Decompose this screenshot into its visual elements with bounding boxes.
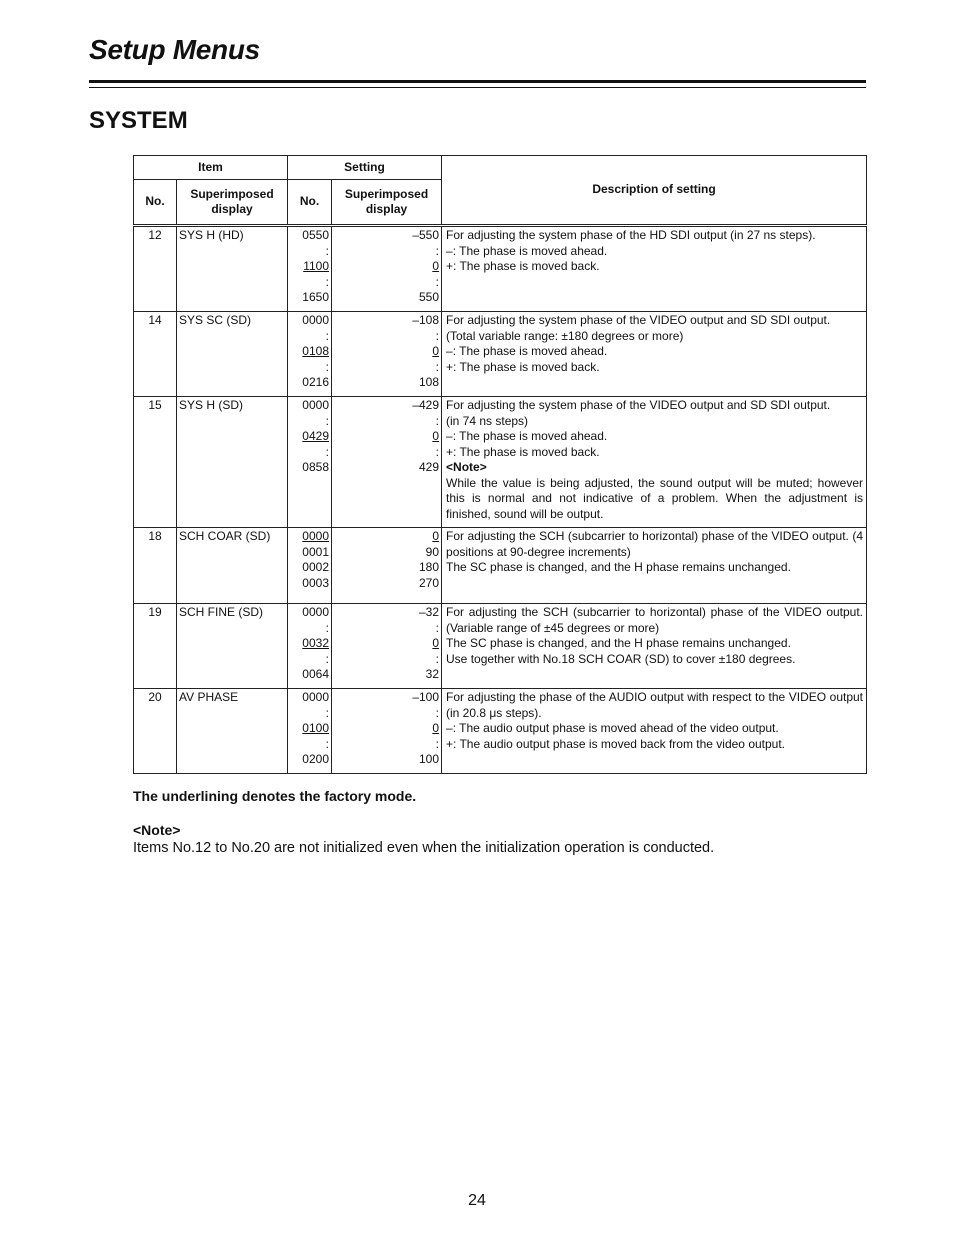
setting-value: 180 [418,560,440,574]
setting-value: : [435,413,440,428]
header-rule-thick [89,80,866,83]
description-line: (Total variable range: ±180 degrees or more) [446,328,684,343]
setting-value: : [325,620,329,635]
setting-value: 0032 [302,636,329,650]
setting-value: : [435,444,440,459]
setting-value: : [325,651,329,666]
item-no: 12 [134,226,177,312]
setting-value: : [435,620,440,635]
setting-value: 0000 [302,398,329,412]
setting-no [288,397,332,528]
description-line: The SC phase is changed, and the H phase remains unchanged. [446,636,791,650]
setting-value: : [435,705,440,720]
setting-value: : [325,359,329,374]
setting-value: 0 [432,721,440,735]
setting-value: 90 [425,544,440,559]
setting-display [332,226,442,312]
table-row [134,397,867,528]
setting-value: : [325,413,329,428]
setting-value: : [325,243,329,258]
setting-value: –32 [418,605,440,619]
item-display: SYS H (SD) [177,397,288,528]
description-line: For adjusting the system phase of the HD SDI output (in 27 ns steps). [446,228,816,242]
setting-value: 0000 [302,529,329,543]
table-row [134,528,867,604]
setting-value: : [435,736,440,751]
setting-display [332,604,442,689]
setting-no [288,312,332,397]
item-no: 18 [134,528,177,604]
setting-value: : [435,243,440,258]
item-display: SYS SC (SD) [177,312,288,397]
header-setting-superimposed: Superimposed display [332,180,442,226]
description-line: Use together with No.18 SCH COAR (SD) to cover ±180 degrees. [446,651,796,666]
table-row [134,604,867,689]
header-setting-no: No. [288,180,332,226]
table-row [134,312,867,397]
table-row [134,226,867,312]
setting-value: : [435,359,440,374]
setting-value: 0 [432,429,440,443]
setting-value: 32 [425,667,440,681]
setting-value: : [325,444,329,459]
setting-value: 0858 [302,460,329,474]
item-no: 19 [134,604,177,689]
setting-description [442,604,867,689]
setting-description [442,528,867,604]
setting-no [288,604,332,689]
description-line: –: The phase is moved ahead. [446,243,608,258]
description-line: For adjusting the system phase of the VIDEO output and SD SDI output. [446,398,831,412]
setting-value: : [325,705,329,720]
description-line: For adjusting the SCH (subcarrier to horizontal) phase of the VIDEO output. (Variable range of ±45 degrees or more) [446,605,864,635]
setting-value: 1650 [302,290,329,304]
system-settings-table [133,155,867,774]
description-line: +: The phase is moved back. [446,259,600,273]
setting-description [442,689,867,774]
setting-value: : [325,328,329,343]
setting-value: 0000 [302,605,329,619]
description-line: –: The audio output phase is moved ahead of the video output. [446,721,779,735]
setting-display [332,312,442,397]
item-no: 15 [134,397,177,528]
setting-display [332,528,442,604]
description-line: (in 74 ns steps) [446,413,529,428]
setting-value: 100 [418,752,440,766]
setting-value: –100 [412,690,440,704]
header-item-superimposed: Superimposed display [177,180,288,226]
setting-description [442,226,867,312]
setting-value: 0 [432,529,440,543]
setting-value: 0108 [302,344,329,358]
note-heading: <Note> [133,822,181,838]
setting-no [288,689,332,774]
setting-value: 108 [418,375,440,389]
description-line: For adjusting the phase of the AUDIO output with respect to the VIDEO output (in 20.8 μs steps). [446,690,864,720]
description-line: –: The phase is moved ahead. [446,429,608,443]
setting-value: 429 [418,460,440,474]
setting-value: 0001 [302,544,329,559]
description-line: The SC phase is changed, and the H phase remains unchanged. [446,560,791,574]
setting-value: 0216 [302,375,329,389]
setting-no [288,226,332,312]
header-description: Description of setting [442,156,867,226]
item-display: AV PHASE [177,689,288,774]
header-rule-thin [89,87,866,88]
setting-display [332,397,442,528]
item-no: 14 [134,312,177,397]
setting-value: –550 [412,228,440,242]
setting-value: : [325,736,329,751]
setting-value: 0 [432,636,440,650]
setting-value: : [435,328,440,343]
setting-value: 0003 [302,575,329,590]
factory-mode-note: The underlining denotes the factory mode. [133,788,417,804]
table-row [134,689,867,774]
description-line: For adjusting the SCH (subcarrier to horizontal) phase of the VIDEO output. (4 positions at 90-degree increments) [446,529,864,559]
setting-value: : [435,274,440,289]
header-item-no: No. [134,180,177,226]
description-line: While the value is being adjusted, the sound output will be muted; however this is normal and not indicative of a problem. When the adjustment is finished, sound will be output. [446,475,864,521]
setting-value: –429 [412,398,440,412]
setting-value: 550 [418,290,440,304]
item-display: SCH COAR (SD) [177,528,288,604]
setting-value: 0 [432,344,440,358]
item-display: SYS H (HD) [177,226,288,312]
description-line: +: The phase is moved back. [446,359,600,374]
setting-description [442,312,867,397]
item-display: SCH FINE (SD) [177,604,288,689]
note-body: Items No.12 to No.20 are not initialized even when the initialization operation is conducted. [133,840,715,856]
setting-value: 0200 [302,752,329,766]
page-title: Setup Menus [89,34,260,65]
setting-description [442,397,867,528]
item-no: 20 [134,689,177,774]
section-title: SYSTEM [89,107,188,134]
setting-value: 1100 [303,259,329,273]
setting-value: 0100 [302,721,329,735]
setting-value: : [325,274,329,289]
header-setting: Setting [288,156,442,180]
setting-value: 0429 [302,429,329,443]
setting-value: 0064 [302,667,329,681]
setting-value: : [435,651,440,666]
header-item: Item [134,156,288,180]
setting-value: 0000 [302,690,329,704]
description-line: <Note> [446,460,487,474]
setting-value: 270 [418,575,440,590]
setting-value: 0 [432,259,440,273]
setting-value: 0000 [302,313,329,327]
setting-display [332,689,442,774]
setting-value: –108 [412,313,440,327]
description-line: +: The audio output phase is moved back from the video output. [446,736,786,751]
setting-value: 0002 [302,560,329,574]
description-line: –: The phase is moved ahead. [446,344,608,358]
description-line: For adjusting the system phase of the VIDEO output and SD SDI output. [446,313,831,327]
page-number: 24 [468,1192,486,1209]
description-line: +: The phase is moved back. [446,444,600,459]
setting-value: 0550 [302,228,329,242]
setting-no [288,528,332,604]
